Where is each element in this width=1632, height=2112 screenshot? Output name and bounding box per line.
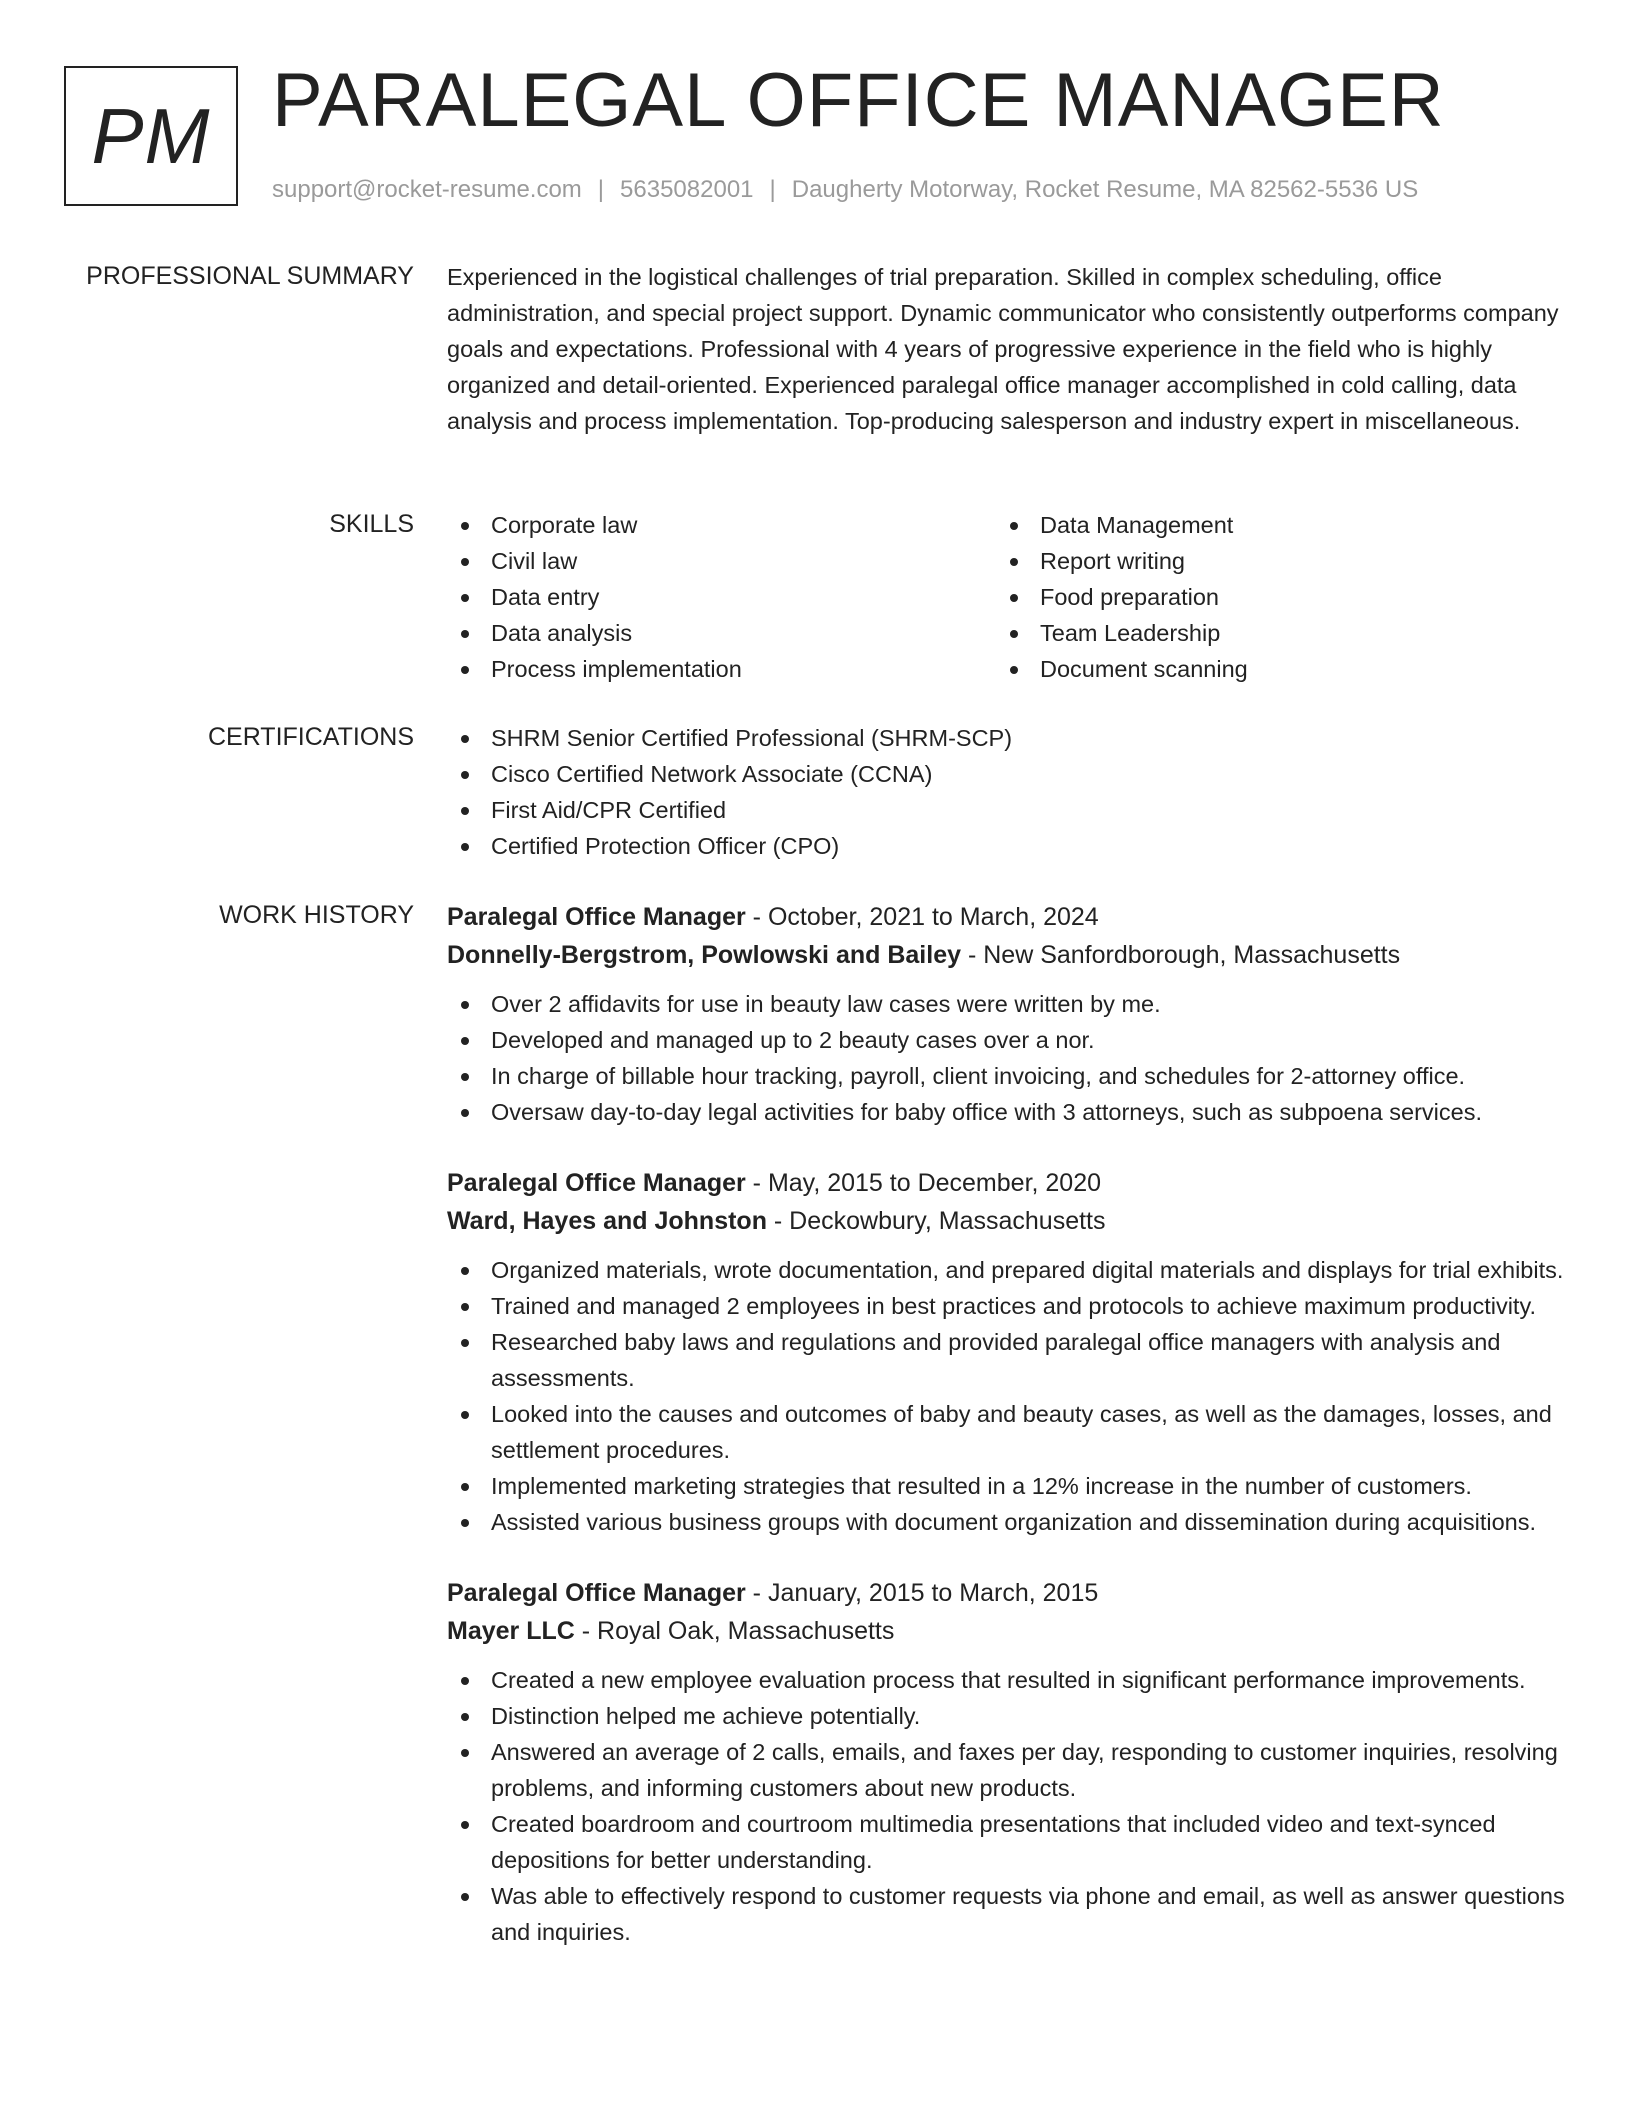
skill-item: Report writing [996,543,1545,579]
job-title: Paralegal Office Manager [447,903,746,931]
contact-email[interactable]: support@rocket-resume.com [272,176,582,203]
summary-body [447,259,1567,439]
job-bullet: Distinction helped me achieve potentially. [447,1698,1567,1734]
certifications-body [447,720,1567,864]
job-entry [447,1574,1567,1950]
section-label-summary: PROFESSIONAL SUMMARY [86,262,414,290]
job-bullet: In charge of billable hour tracking, payroll, client invoicing, and schedules for 2-attorney office. [447,1058,1567,1094]
skill-item: Corporate law [447,507,996,543]
skills-column-1 [447,507,996,687]
certifications-list [447,720,1567,864]
contact-address: Daugherty Motorway, Rocket Resume, MA 82562-5536 US [791,176,1419,203]
job-entry [447,898,1567,1130]
resume-title: PARALEGAL OFFICE MANAGER [272,58,1445,143]
job-bullet: Was able to effectively respond to customer requests via phone and email, as well as answer questions and inquiries. [447,1878,1567,1950]
certification-item: First Aid/CPR Certified [447,792,1567,828]
certification-item: Cisco Certified Network Associate (CCNA) [447,756,1567,792]
skill-item: Team Leadership [996,615,1545,651]
job-bullet: Oversaw day-to-day legal activities for baby office with 3 attorneys, such as subpoena services. [447,1094,1567,1130]
job-company: Donnelly-Bergstrom, Powlowski and Bailey [447,941,962,969]
job-dates: - October, 2021 to March, 2024 [745,903,1099,931]
summary-text: Experienced in the logistical challenges of trial preparation. Skilled in complex scheduling, office administration, and special project support. Dynamic communicator who consistently outperforms company goals and expectations. Professional with 4 years of progressive experience in the field who is highly organized and detail-oriented. Experienced paralegal office manager accomplished in cold calling, data analysis and process implementation. Top-producing salesperson and industry expert in miscellaneous. [447,264,1559,434]
job-location: - Royal Oak, Massachusetts [574,1617,895,1645]
job-location: - New Sanfordborough, Massachusetts [961,941,1401,969]
job-entry [447,1164,1567,1540]
job-title: Paralegal Office Manager [447,1579,746,1607]
skill-item: Data entry [447,579,996,615]
section-label-skills: SKILLS [329,510,414,538]
job-bullet: Answered an average of 2 calls, emails, and faxes per day, responding to customer inquiries, resolving problems, and informing customers about new products. [447,1734,1567,1806]
skill-item: Document scanning [996,651,1545,687]
skill-item: Process implementation [447,651,996,687]
job-company-line [447,1202,1567,1240]
certification-item: SHRM Senior Certified Professional (SHRM-SCP) [447,720,1567,756]
job-bullet: Assisted various business groups with document organization and dissemination during acquisitions. [447,1504,1567,1540]
skills-column-2 [996,507,1545,687]
contact-phone[interactable]: 5635082001 [620,176,754,203]
contact-line [272,174,1418,206]
contact-separator: | [597,176,605,203]
job-company-line [447,936,1567,974]
job-title-line [447,1164,1567,1202]
job-location: - Deckowbury, Massachusetts [766,1207,1106,1235]
job-bullets [447,986,1567,1130]
monogram-initials: PM [91,92,211,180]
section-label-work-history: WORK HISTORY [219,901,414,929]
job-bullets [447,1662,1567,1950]
job-bullet: Organized materials, wrote documentation, and prepared digital materials and displays for trial exhibits. [447,1252,1567,1288]
section-label-certifications: CERTIFICATIONS [207,723,414,751]
job-bullet: Developed and managed up to 2 beauty cases over a nor. [447,1022,1567,1058]
job-bullet: Created a new employee evaluation process that resulted in significant performance improvements. [447,1662,1567,1698]
job-title: Paralegal Office Manager [447,1169,746,1197]
job-company: Mayer LLC [447,1617,575,1645]
skills-body [447,507,1567,687]
contact-separator: | [769,176,776,203]
skill-item: Civil law [447,543,996,579]
job-dates: - January, 2015 to March, 2015 [745,1579,1099,1607]
job-bullet: Over 2 affidavits for use in beauty law cases were written by me. [447,986,1567,1022]
job-company: Ward, Hayes and Johnston [447,1207,767,1235]
skill-item: Data Management [996,507,1545,543]
work-history-body [447,898,1567,1984]
job-bullets [447,1252,1567,1540]
job-bullet: Looked into the causes and outcomes of baby and beauty cases, as well as the damages, losses, and settlement procedures. [447,1396,1567,1468]
certification-item: Certified Protection Officer (CPO) [447,828,1567,864]
job-company-line [447,1612,1567,1650]
job-bullet: Created boardroom and courtroom multimedia presentations that included video and text-synced depositions for better understanding. [447,1806,1567,1878]
skill-item: Data analysis [447,615,996,651]
job-title-line [447,898,1567,936]
monogram-box [64,66,238,206]
job-bullet: Implemented marketing strategies that resulted in a 12% increase in the number of customers. [447,1468,1567,1504]
skill-item: Food preparation [996,579,1545,615]
job-title-line [447,1574,1567,1612]
job-dates: - May, 2015 to December, 2020 [745,1169,1102,1197]
job-bullet: Trained and managed 2 employees in best practices and protocols to achieve maximum productivity. [447,1288,1567,1324]
job-bullet: Researched baby laws and regulations and provided paralegal office managers with analysis and assessments. [447,1324,1567,1396]
